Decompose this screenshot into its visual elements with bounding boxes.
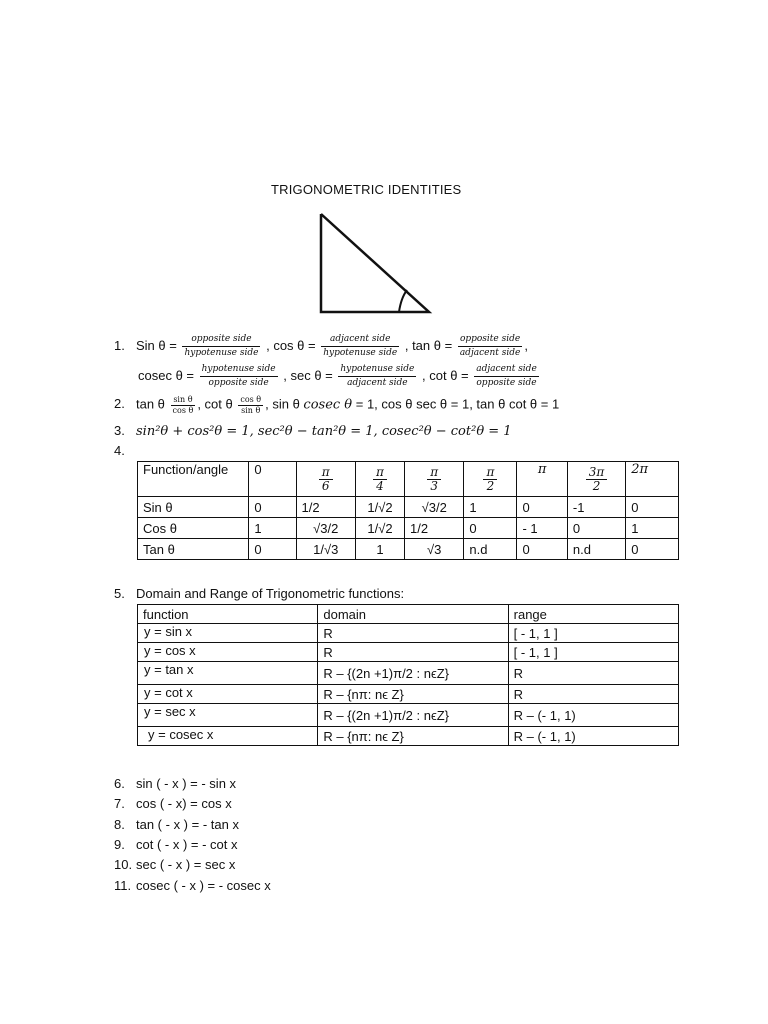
table-cell: 0 [626,497,679,518]
table-row [138,539,679,560]
table-cell: y = cosec x [138,727,318,746]
table-header-cell: Function/angle [138,462,249,497]
item-number: 1. [114,337,125,353]
table-header-cell: $\frac{\pi}{2}$ [464,462,517,497]
table-header-cell: $\frac{\pi}{4}$ [355,462,404,497]
table-cell: - 1 [517,518,567,539]
item-1-line-a: 1. Sin θ = $\frac{\text{opposite side}}{\text{hypotenuse side}}$ , cos θ = $\frac{\text{adjacent side}}{\text{hypotenuse side}}$ , tan θ = $\frac{\text{opposite side}}{\text{adjacent side}}$ , [114,334,528,358]
table-cell: Cos θ [138,518,249,539]
table-row [138,624,679,643]
table-row [138,497,679,518]
sin-fraction: $\frac{\text{opposite side}}{\text{hypotenuse side}}$ [184,334,259,358]
table-cell: y = sin x [138,624,318,643]
table-cell: [ - 1, 1 ] [508,624,678,643]
cosec-fraction: $\frac{\text{hypotenuse side}}{\text{opposite side}}$ [201,364,276,388]
table-cell: 0 [626,539,679,560]
table-cell: R [318,643,508,662]
table-cell: y = sec x [138,704,318,727]
table-cell: R – (- 1, 1) [508,727,678,746]
table-cell: R [318,624,508,643]
sec-label: , sec θ = [283,367,333,383]
table-header-cell: 2π [626,462,679,497]
table-header-cell: $\frac{\pi}{3}$ [405,462,464,497]
table-header-cell: π [517,462,567,497]
table-cell: 1 [464,497,517,518]
table-cell: 1/√2 [355,518,404,539]
table-cell: R – {nπ: nϵ Z} [318,685,508,704]
table-cell: R [508,662,678,685]
item-5: 5. Domain and Range of Trigonometric functions: [114,586,405,601]
table-cell: n.d [567,539,625,560]
item-1-line-b [138,364,541,389]
domain-range-heading: Domain and Range of Trigonometric functions: [136,586,405,601]
cos-label: , cos θ = [266,337,316,353]
list-item: 11. cosec ( - x ) = - cosec x [114,877,271,893]
table-row [138,662,679,685]
table-cell: 0 [517,497,567,518]
table-cell: 0 [249,539,296,560]
page-title: TRIGONOMETRIC IDENTITIES [271,182,462,197]
table-cell: R [508,685,678,704]
table-cell: R – {(2n +1)π/2 : nϵZ} [318,704,508,727]
table-header-cell: domain [318,605,508,624]
table-cell: -1 [567,497,625,518]
table-row [138,685,679,704]
table-row [138,704,679,727]
table-cell: n.d [464,539,517,560]
table-cell: 1 [355,539,404,560]
table-cell: √3/2 [405,497,464,518]
table-cell: R – (- 1, 1) [508,704,678,727]
table-cell: y = cot x [138,685,318,704]
cot-label: , cot θ = [422,367,469,383]
table-cell: 1/√2 [355,497,404,518]
table-row [138,727,679,746]
list-item: 8. tan ( - x ) = - tan x [114,816,239,832]
table-cell: 0 [567,518,625,539]
table-cell: R – {nπ: nϵ Z} [318,727,508,746]
table-cell: y = cos x [138,643,318,662]
table-cell: y = tan x [138,662,318,685]
table-cell: 0 [464,518,517,539]
triangle-outline [321,214,429,312]
table-header-cell: range [508,605,678,624]
table-cell: 0 [249,497,296,518]
table-header-row [138,605,679,624]
cos-fraction: $\frac{\text{adjacent side}}{\text{hypotenuse side}}$ [323,334,398,358]
table-row [138,643,679,662]
list-item: 10. sec ( - x ) = sec x [114,857,236,873]
table-header-row [138,462,679,497]
table-cell: 1/2 [405,518,464,539]
angle-values-table [137,461,679,560]
table-cell: 1 [249,518,296,539]
table-cell: Sin θ [138,497,249,518]
right-triangle-diagram [315,210,435,318]
table-cell: √3 [405,539,464,560]
angle-arc [399,290,407,312]
item-4: 4. [114,443,125,458]
table-header-cell: function [138,605,318,624]
table-row [138,518,679,539]
table-cell: R – {(2n +1)π/2 : nϵZ} [318,662,508,685]
table-cell: Tan θ [138,539,249,560]
list-item: 6. sin ( - x ) = - sin x [114,776,237,791]
sin-label: Sin θ = [136,337,177,353]
domain-range-table [137,604,679,746]
sec-fraction: $\frac{\text{hypotenuse side}}{\text{adjacent side}}$ [340,364,415,388]
table-cell: √3/2 [296,518,355,539]
cosec-label: cosec θ = [138,367,195,383]
tan-label: , tan θ = [404,337,453,353]
table-cell: 0 [517,539,567,560]
table-cell: 1/√3 [296,539,355,560]
table-cell: [ - 1, 1 ] [508,643,678,662]
list-item: 9. cot ( - x ) = - cot x [114,836,238,852]
cot-fraction: $\frac{\text{adjacent side}}{\text{opposite side}}$ [476,364,537,388]
tan-fraction: $\frac{\text{opposite side}}{\text{adjacent side}}$ [459,334,521,358]
table-header-cell: 0 [249,462,296,497]
item-2: 2. tan θ $\frac{\text{sin θ}}{\text{cos θ}}$ , cot θ $\frac{\text{cos θ}}{\text{sin θ}}$ , sin θ cosec θ = 1, cos θ sec θ = 1, tan θ cot θ = 1 [114,395,560,415]
table-header-cell: $\frac{3\pi}{2}$ [567,462,625,497]
list-item: 7. cos ( - x) = cos x [114,796,232,812]
table-cell: 1/2 [296,497,355,518]
item-3: 3. sin²θ + cos²θ = 1, sec²θ − tan²θ = 1, cosec²θ − cot²θ = 1 [114,423,512,439]
table-cell: 1 [626,518,679,539]
table-header-cell: $\frac{\pi}{6}$ [296,462,355,497]
